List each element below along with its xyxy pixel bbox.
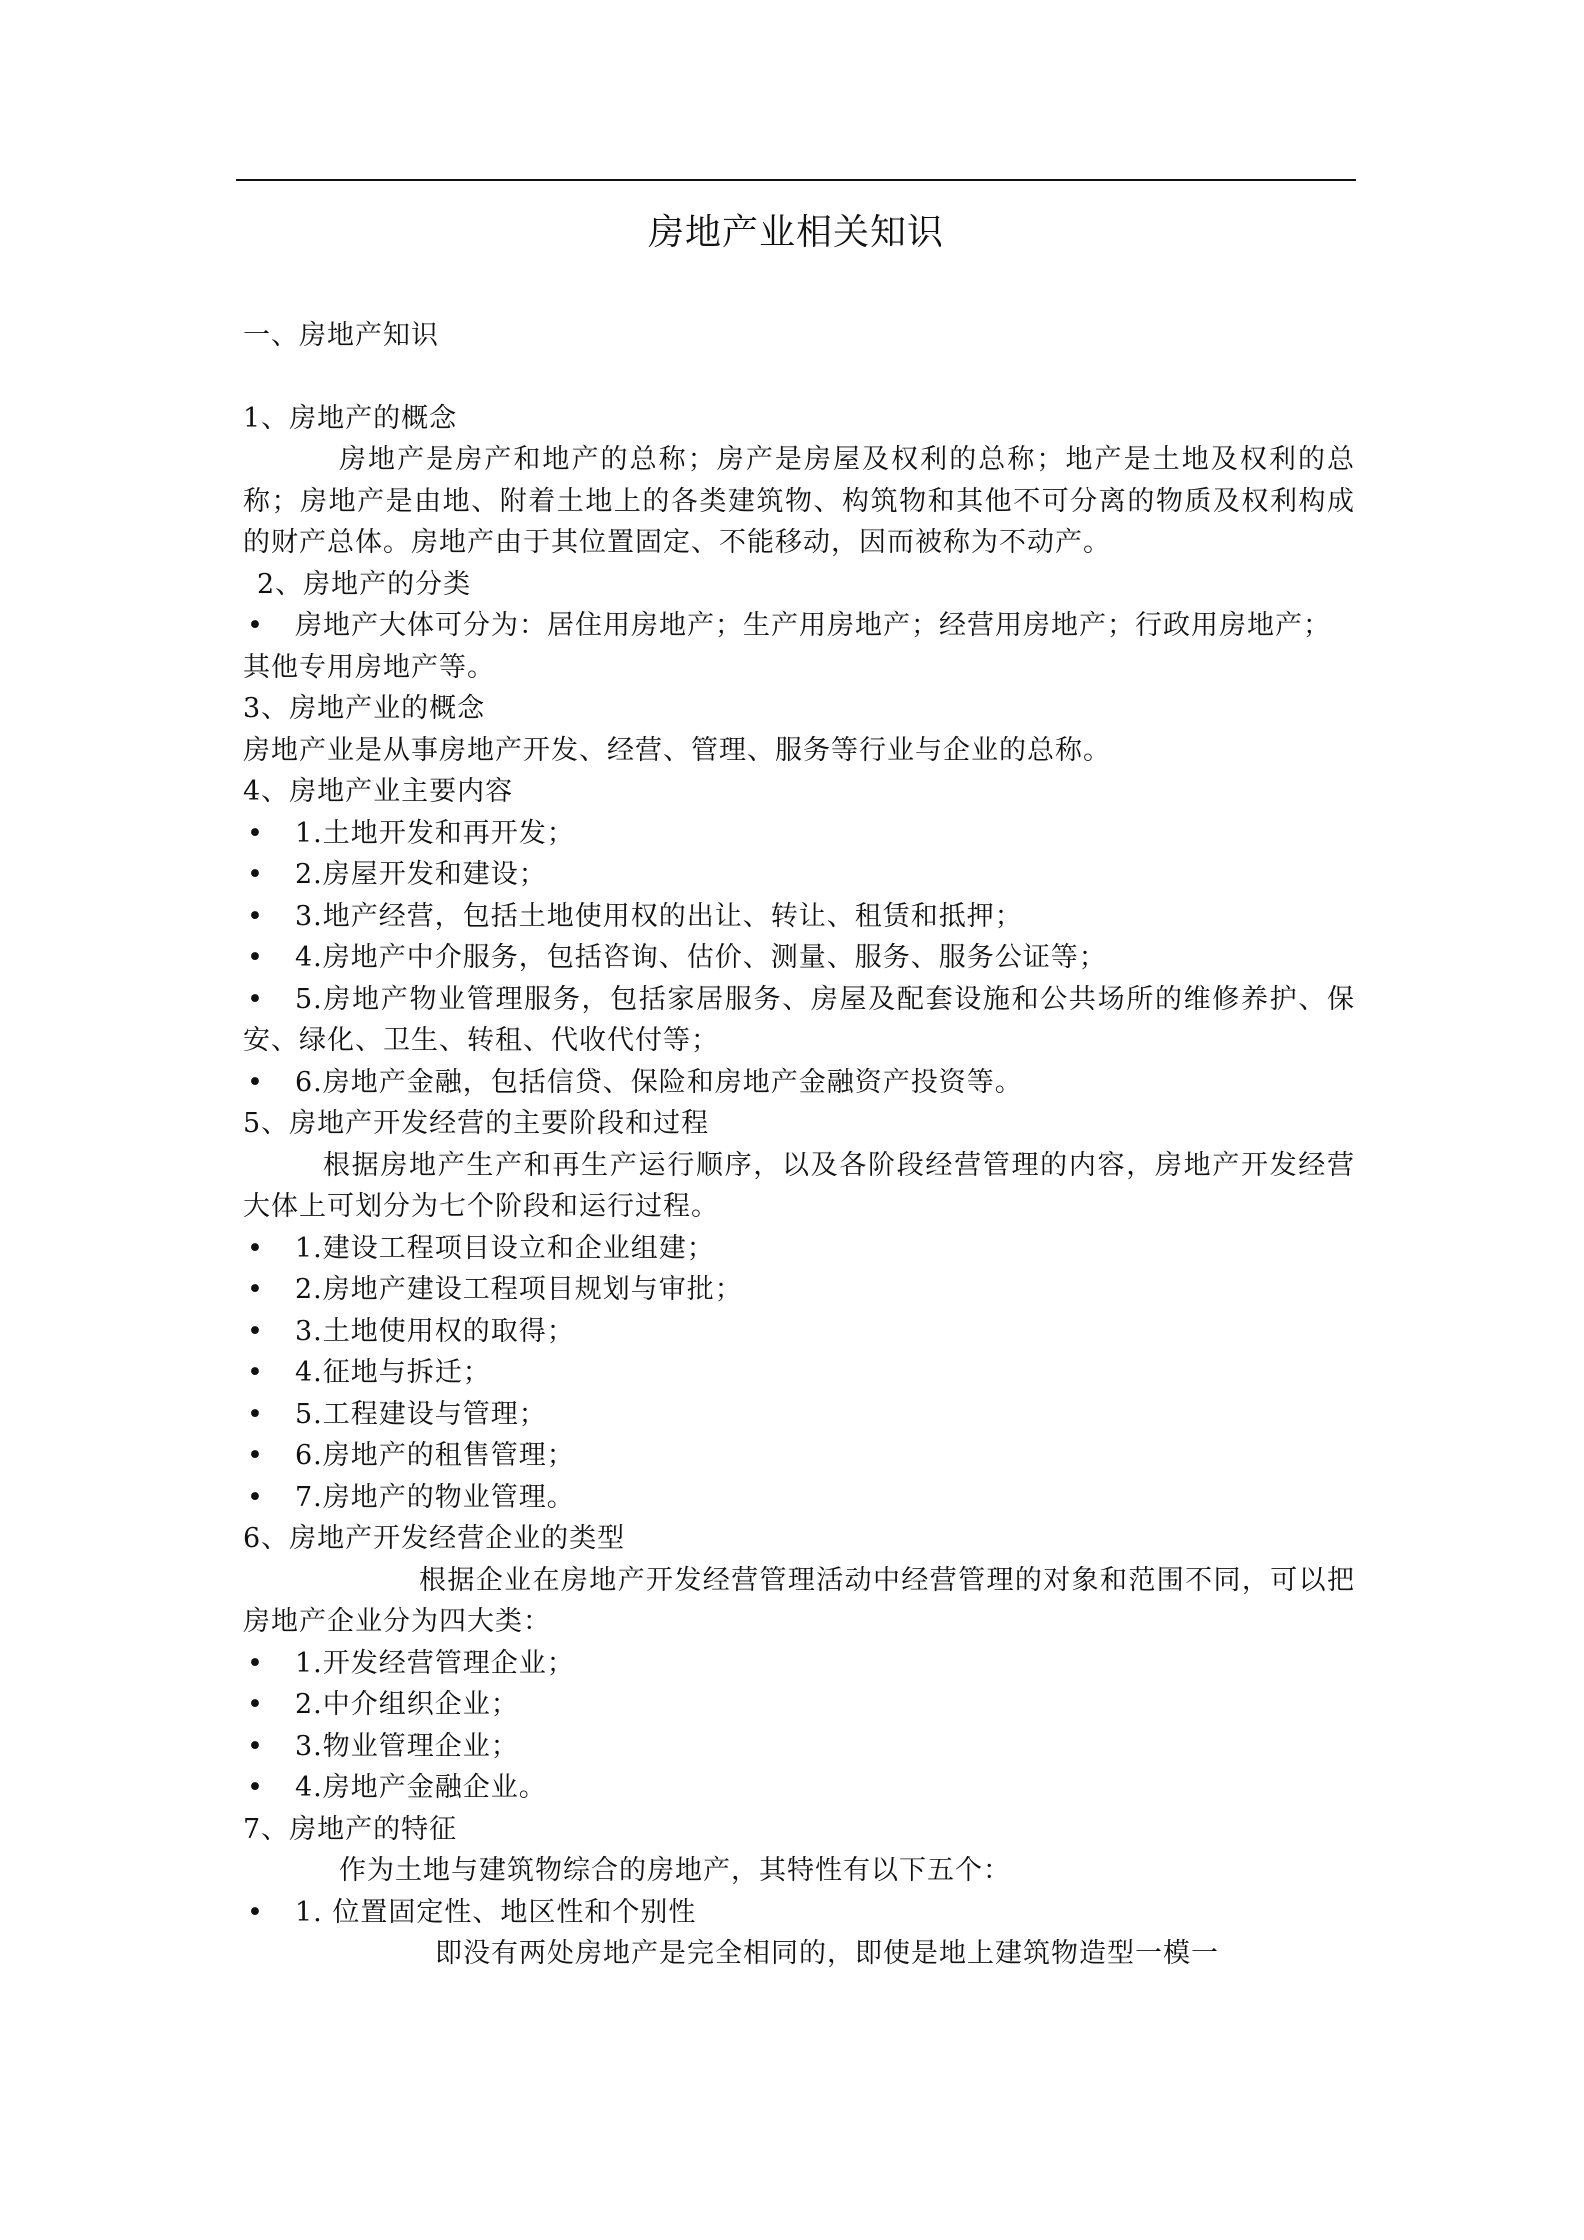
s7-intro: 作为土地与建筑物综合的房地产，其特性有以下五个： xyxy=(339,1855,1011,1886)
bullet-dot: • xyxy=(247,859,264,890)
list-item-text: 4.房地产金融企业。 xyxy=(295,1772,547,1803)
s5-heading: 5、房地产开发经营的主要阶段和过程 xyxy=(243,1108,710,1139)
s1-heading: 1、房地产的概念 xyxy=(243,402,458,434)
list-item xyxy=(243,1892,1355,1934)
s3-paragraph: 房地产业是从事房地产开发、经营、管理、服务等行业与企业的总称。 xyxy=(243,734,1111,766)
bullet-dot: • xyxy=(247,1647,264,1679)
bullet-dot: • xyxy=(247,817,264,849)
s6-heading: 6、房地产开发经营企业的类型 xyxy=(243,1523,626,1554)
section-heading: 一、房地产知识 xyxy=(243,320,439,351)
list-item-text: 6.房地产金融，包括信贷、保险和房地产金融资产投资等。 xyxy=(295,1066,1023,1098)
bullet-dot: • xyxy=(247,1315,264,1347)
list-item-text: 2.中介组织企业； xyxy=(295,1689,519,1720)
document-body xyxy=(243,315,1355,1975)
list-item xyxy=(243,1352,1355,1394)
bullet-dot: • xyxy=(247,942,264,973)
s1-paragraph: 房地产是房产和地产的总称；房产是房屋及权利的总称；地产是土地及权利的总称；房地产是由地、附着土地上的各类建筑物、构筑物和其他不可分离的物质及权利构成的财产总体。房地产由于其位置固定、不能移动，因而被称为不动产。 xyxy=(243,444,1355,558)
list-item xyxy=(243,1062,1355,1104)
header-rule xyxy=(236,179,1356,181)
bullet-dot: • xyxy=(247,983,264,1015)
list-item xyxy=(243,1767,1355,1809)
bullet-dot: • xyxy=(247,610,264,641)
list-item xyxy=(243,1394,1355,1436)
list-item-text: 5.工程建设与管理； xyxy=(295,1398,547,1430)
list-item-text: 4.房地产中介服务，包括咨询、估价、测量、服务、服务公证等； xyxy=(295,942,1107,973)
list-item xyxy=(243,1228,1355,1270)
bullet-dot: • xyxy=(247,1481,264,1513)
s6-paragraph: 根据企业在房地产开发经营管理活动中经营管理的对象和范围不同，可以把房地产企业分为四大类： xyxy=(243,1564,1355,1637)
s3-heading: 3、房地产业的概念 xyxy=(243,693,486,724)
list-item xyxy=(243,1643,1355,1685)
list-item xyxy=(243,1435,1355,1477)
bullet-dot: • xyxy=(247,1689,264,1720)
list-item xyxy=(243,896,1355,938)
list-item-text: 1. 位置固定性、地区性和个别性 xyxy=(295,1896,697,1928)
list-item xyxy=(243,1477,1355,1519)
list-item xyxy=(243,854,1355,896)
list-item-text: 2.房屋开发和建设； xyxy=(295,859,547,890)
bullet-dot: • xyxy=(247,900,264,932)
list-item-text: 3.地产经营，包括土地使用权的出让、转让、租赁和抵押； xyxy=(295,900,1023,932)
list-item xyxy=(243,1684,1355,1726)
s5-paragraph: 根据房地产生产和再生产运行顺序，以及各阶段经营管理的内容，房地产开发经营大体上可划分为七个阶段和运行过程。 xyxy=(243,1149,1355,1222)
list-item-text: 7.房地产的物业管理。 xyxy=(295,1481,575,1513)
list-item-text: 5.房地产物业管理服务，包括家居服务、房屋及配套设施和公共场所的维修养护、保安、绿化、卫生、转租、代收代付等； xyxy=(243,983,1355,1056)
list-item xyxy=(243,813,1355,855)
s7-item1-text: 即没有两处房地产是完全相同的，即使是地上建筑物造型一模一 xyxy=(435,1938,1219,1969)
bullet-dot: • xyxy=(247,1232,264,1264)
s2-bullet-text: 房地产大体可分为：居住用房地产；生产用房地产；经营用房地产；行政用房地产；其他专用房地产等。 xyxy=(243,610,1331,683)
s4-heading: 4、房地产业主要内容 xyxy=(243,776,514,807)
list-item-text: 3.土地使用权的取得； xyxy=(295,1315,575,1347)
bullet-dot: • xyxy=(247,1730,264,1762)
s7-heading: 7、房地产的特征 xyxy=(243,1813,458,1845)
bullet-dot: • xyxy=(247,1440,264,1471)
bullet-dot: • xyxy=(247,1398,264,1430)
bullet-dot: • xyxy=(247,1772,264,1803)
s2-bullet xyxy=(243,605,1355,688)
list-item-text: 6.房地产的租售管理； xyxy=(295,1440,575,1471)
bullet-dot: • xyxy=(247,1066,264,1098)
list-item-text: 3.物业管理企业； xyxy=(295,1730,519,1762)
bullet-dot: • xyxy=(247,1357,264,1388)
list-item-text: 1.开发经营管理企业； xyxy=(295,1647,575,1679)
s2-heading: 2、房地产的分类 xyxy=(257,568,472,600)
list-item xyxy=(243,1269,1355,1311)
list-item-text: 1.建设工程项目设立和企业组建； xyxy=(295,1232,715,1264)
list-item xyxy=(243,937,1355,979)
bullet-dot: • xyxy=(247,1274,264,1305)
list-item xyxy=(243,979,1355,1062)
list-item-text: 4.征地与拆迁； xyxy=(295,1357,491,1388)
document-title: 房地产业相关知识 xyxy=(647,212,944,253)
list-item xyxy=(243,1311,1355,1353)
bullet-dot: • xyxy=(247,1896,264,1928)
list-item-text: 1.土地开发和再开发； xyxy=(295,817,575,849)
list-item-text: 2.房地产建设工程项目规划与审批； xyxy=(295,1274,743,1305)
list-item xyxy=(243,1726,1355,1768)
